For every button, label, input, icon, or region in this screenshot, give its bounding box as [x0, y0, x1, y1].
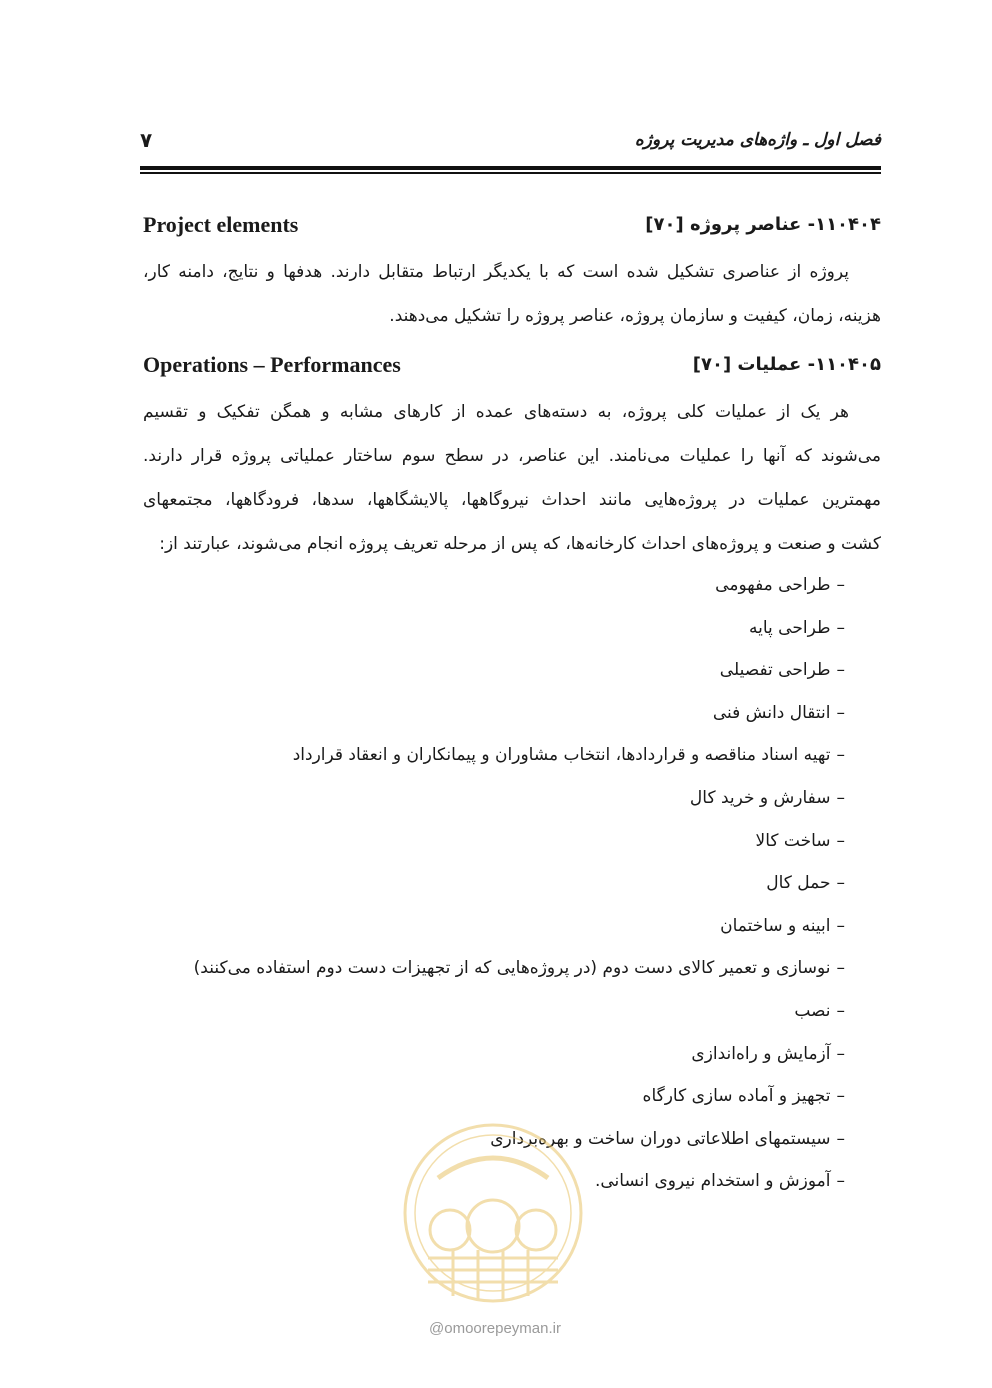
- section-heading-english: Operations – Performances: [143, 352, 401, 377]
- list-bullet-dash: –: [836, 1043, 845, 1064]
- list-item-text: ابینه و ساختمان: [720, 915, 831, 936]
- list-item-text: آزمایش و راه‌اندازی: [691, 1043, 831, 1064]
- running-header-title: فصل اول ـ واژه‌های مدیریت پروژه: [634, 130, 881, 150]
- paragraph-line: می‌شوند که آنها را عملیات می‌نامند. این عناصر، در سطح سوم ساختار عملیاتی پروژه قرار دارند.: [143, 446, 881, 466]
- header-rule-thick: [140, 166, 881, 170]
- list-item-text: نصب: [794, 1000, 831, 1021]
- list-item-text: سیستمهای اطلاعاتی دوران ساخت و بهره‌برداری: [490, 1128, 831, 1149]
- paragraph-line: هر یک از عملیات کلی پروژه، به دسته‌های عمده از کارهای مشابه و همگن تفکیک و تقسیم: [143, 402, 849, 422]
- list-bullet-dash: –: [836, 787, 845, 808]
- list-item-text: انتقال دانش فنی: [712, 702, 831, 723]
- list-item: [145, 607, 845, 650]
- paragraph-line: مهمترین عملیات در پروژه‌هایی مانند احداث نیروگاهها، پالایشگاهها، سدها، فرودگاهها، مجتمعهای: [143, 490, 881, 510]
- list-item-text: تهیه اسناد مناقصه و قراردادها، انتخاب مشاوران و پیمانکاران و انعقاد قرارداد: [292, 745, 831, 766]
- list-item-text: سفارش و خرید کال: [689, 787, 831, 808]
- list-bullet-dash: –: [836, 873, 845, 894]
- section-paragraph: [143, 250, 881, 338]
- page-number: ۷: [140, 128, 153, 152]
- section-heading: [143, 214, 881, 244]
- list-bullet-dash: –: [836, 915, 845, 936]
- list-item: [145, 692, 845, 735]
- list-item: [145, 1033, 845, 1076]
- list-item: [145, 564, 845, 607]
- page-header: [140, 126, 881, 162]
- list-item-text: آموزش و استخدام نیروی انسانی.: [594, 1171, 831, 1192]
- section-heading: [143, 354, 881, 384]
- operations-list: [145, 564, 845, 1203]
- paragraph-line: پروژه از عناصری تشکیل شده است که با یکدیگر ارتباط متقابل دارند. هدفها و نتایج، دامنه کار،: [143, 262, 849, 282]
- section-paragraph: [143, 390, 881, 566]
- list-item: [145, 862, 845, 905]
- section-heading-english: Project elements: [143, 212, 299, 237]
- list-item-text: طراحی تفصیلی: [719, 660, 831, 681]
- paragraph-line: هزینه، زمان، کیفیت و سازمان پروژه، عناصر پروژه را تشکیل می‌دهند.: [389, 306, 881, 326]
- header-rule-thin: [140, 172, 881, 174]
- list-bullet-dash: –: [836, 702, 845, 723]
- list-item-text: تجهیز و آماده سازی کارگاه: [642, 1086, 831, 1107]
- list-item-text: ساخت کالا: [755, 830, 831, 851]
- list-item-text: طراحی مفهومی: [715, 575, 831, 595]
- section-heading-persian: ۱۱۰۴۰۵- عملیات [۷۰]: [692, 354, 881, 375]
- seal-watermark-logo: [398, 1118, 588, 1308]
- list-item: [145, 734, 845, 777]
- watermark-credit: @omoorepeyman.ir: [429, 1320, 561, 1337]
- list-bullet-dash: –: [836, 958, 845, 979]
- paragraph-line: کشت و صنعت و پروژه‌های احداث کارخانه‌ها، که پس از مرحله تعریف پروژه انجام می‌شوند، عبارتند از:: [159, 534, 881, 554]
- list-bullet-dash: –: [836, 1086, 845, 1107]
- list-item: [145, 1075, 845, 1118]
- list-bullet-dash: –: [836, 830, 845, 851]
- list-bullet-dash: –: [836, 617, 845, 638]
- list-item-text: حمل کال: [766, 873, 831, 894]
- list-item: [145, 777, 845, 820]
- list-bullet-dash: –: [836, 660, 845, 681]
- list-item: [145, 820, 845, 863]
- list-bullet-dash: –: [836, 1171, 845, 1192]
- list-item-text: طراحی پایه: [749, 617, 831, 638]
- list-item: [145, 905, 845, 948]
- list-item: [145, 649, 845, 692]
- list-bullet-dash: –: [836, 1128, 845, 1149]
- list-bullet-dash: –: [836, 745, 845, 766]
- list-bullet-dash: –: [836, 575, 845, 595]
- section-heading-persian: ۱۱۰۴۰۴- عناصر پروژه [۷۰]: [645, 214, 881, 235]
- list-item-text: نوسازی و تعمیر کالای دست دوم (در پروژه‌هایی که از تجهیزات دست دوم استفاده می‌کنند): [193, 958, 831, 979]
- list-item: [145, 947, 845, 990]
- list-item: [145, 990, 845, 1033]
- list-bullet-dash: –: [836, 1000, 845, 1021]
